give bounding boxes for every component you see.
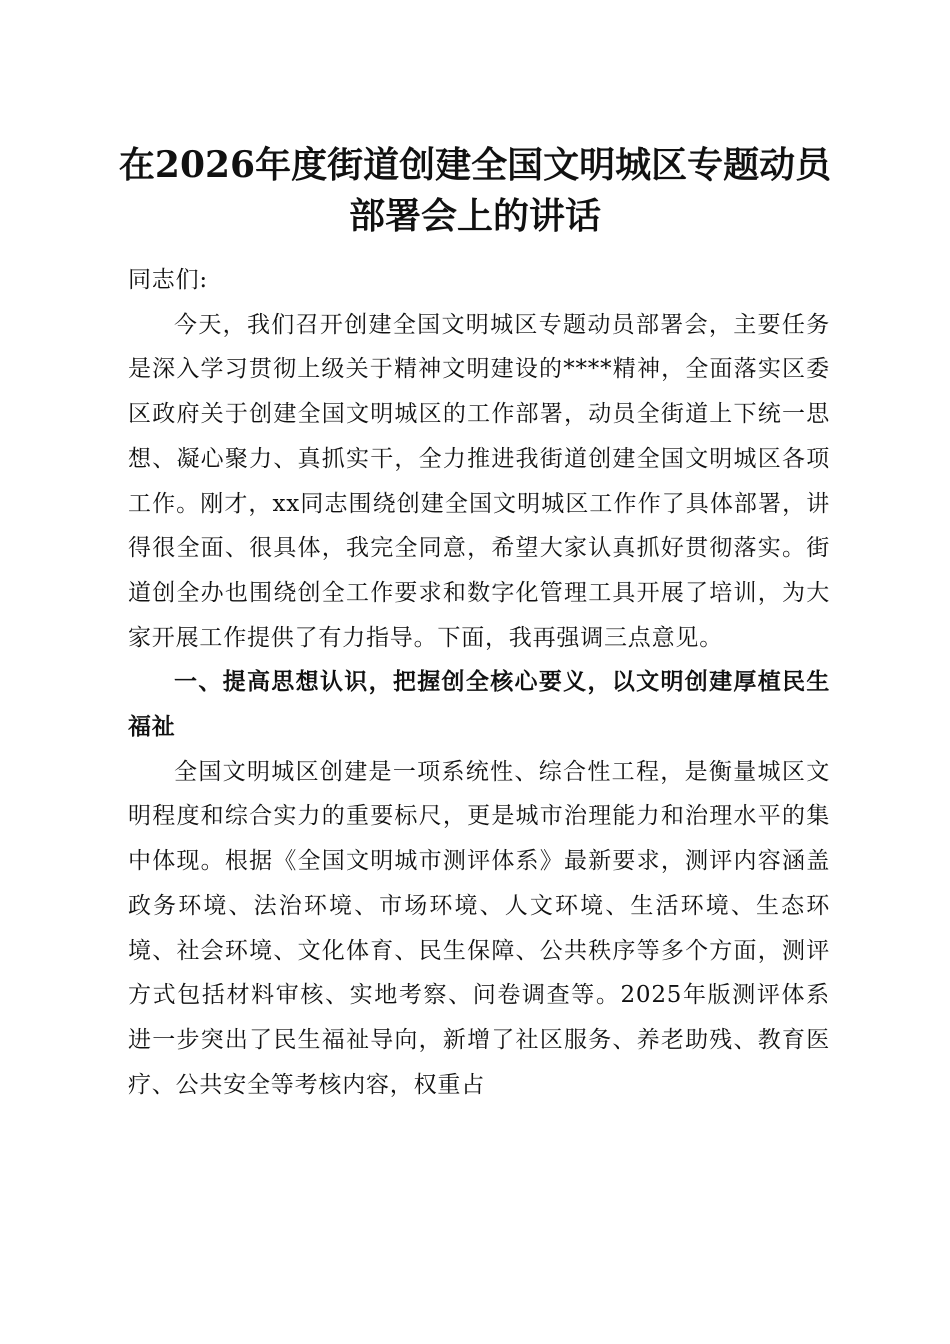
- paragraph-section-1: 全国文明城区创建是一项系统性、综合性工程，是衡量城区文明程度和综合实力的重要标尺，更是城市治理能力和治理水平的集中体现。根据《全国文明城市测评体系》最新要求，测评内容涵盖政务环境、法治环境、市场环境、人文环境、生活环境、生态环境、社会环境、文化体育、民生保障、公共秩序等多个方面，测评方式包括材料审核、实地考察、问卷调查等。2025年版测评体系进一步突出了民生福祉导向，新增了社区服务、养老助残、教育医疗、公共安全等考核内容，权重占: [128, 758, 830, 1098]
- salutation: 同志们:: [128, 267, 208, 293]
- document-title: [110, 140, 840, 242]
- title-line-2: 部署会上的讲话: [348, 195, 601, 237]
- document-body: [128, 258, 830, 1107]
- title-line-1: 在2026年度街道创建全国文明城区专题动员: [118, 144, 832, 186]
- section-heading-1: 一、提高思想认识，把握创全核心要义，以文明创建厚植民生福祉: [128, 669, 830, 741]
- paragraph-intro: 今天，我们召开创建全国文明城区专题动员部署会，主要任务是深入学习贯彻上级关于精神文明建设的****精神，全面落实区委区政府关于创建全国文明城区的工作部署，动员全街道上下统一思想、凝心聚力、真抓实干，全力推进我街道创建全国文明城区各项工作。刚才，xx同志围绕创建全国文明城区工作作了具体部署，讲得很全面、很具体，我完全同意，希望大家认真抓好贯彻落实。街道创全办也围绕创全工作要求和数字化管理工具开展了培训，为大家开展工作提供了有力指导。下面，我再强调三点意见。: [128, 311, 830, 651]
